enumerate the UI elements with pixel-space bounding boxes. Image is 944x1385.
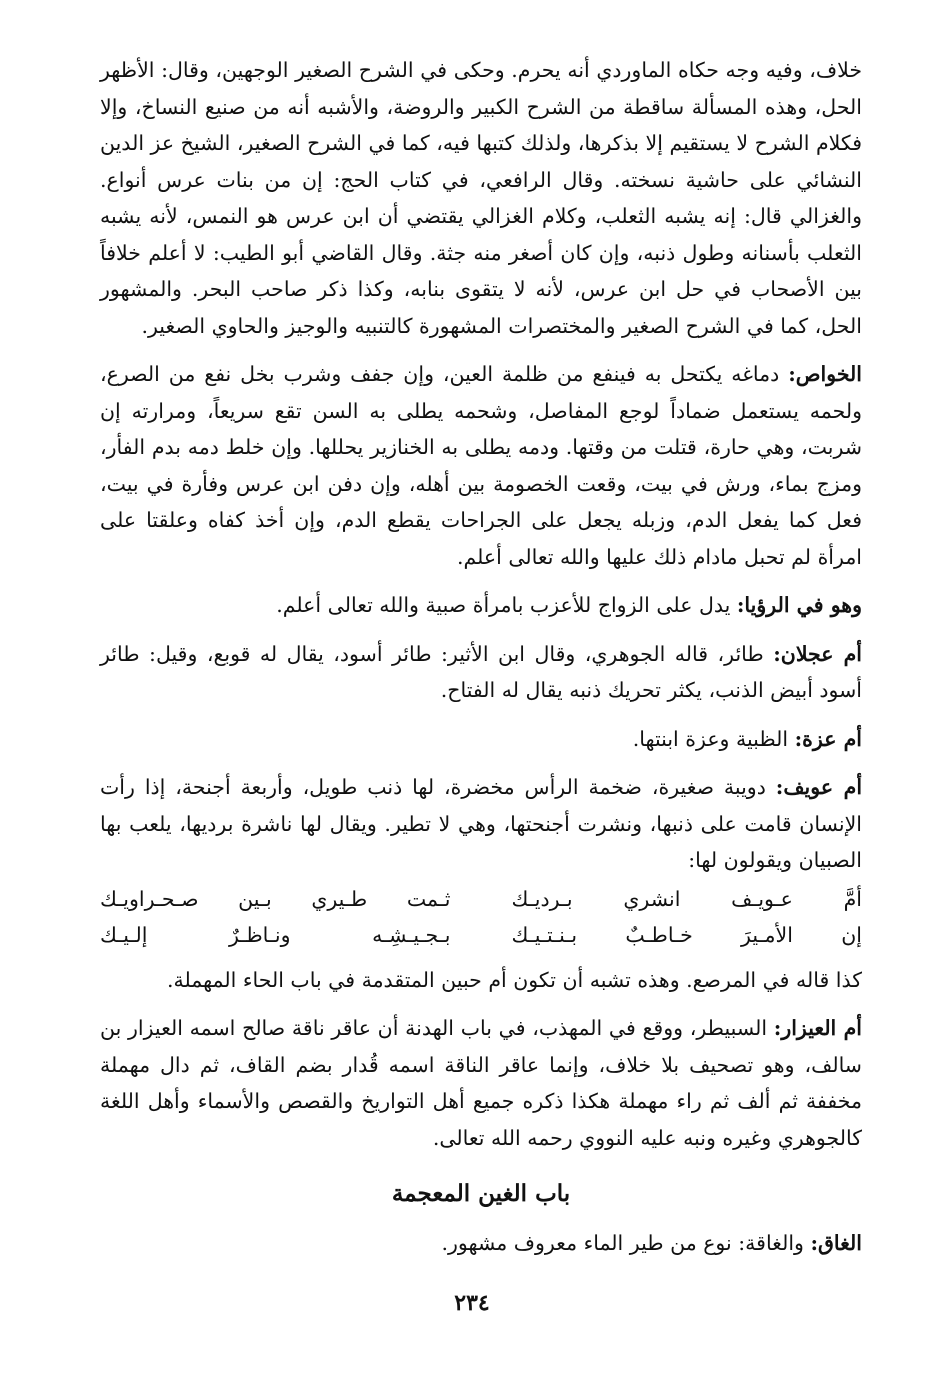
entry-lead: الخواص: <box>788 362 862 386</box>
entry-text: كذا قاله في المرصع. وهذه تشبه أن تكون أم حبين المتقدمة في باب الحاء المهملة. <box>166 967 862 992</box>
entry-text: السبيطر، ووقع في المهذب، في باب الهدنة أن عاقر ناقة صالح اسمه العيزار بن سالف، وهو تصحيف بلا خلاف، وإنما عاقر الناقة اسمه قُدار بضم القاف، ثم دال مهملة مخففة ثم ألف ثم راء مهملة هكذا ذكره جميع أهل التواريخ والقصص والأسماء وأهل اللغة كالجوهري وغيره ونبه عليه النووي رحمه الله تعالى. <box>100 1016 862 1150</box>
paragraph-ghaq <box>100 1225 862 1262</box>
entry-text: طائر، قاله الجوهري، وقال ابن الأثير: طائر أسود، يقال له قوبع، وقيل: طائر أسود أبيض الذنب، يكثر تحريك ذنبه يقال له الفتاح. <box>100 641 862 702</box>
paragraph-umm-uwayf <box>100 769 862 879</box>
entry-lead: أم العيزار: <box>773 1016 862 1040</box>
verse-first-hemistich: إن الأمـيرَ خـاطـبٌ بـنـتـيـك <box>511 923 862 947</box>
paragraph-umm-azza <box>100 721 862 758</box>
entry-text: يدل على الزواج للأعزب بامرأة صبية والله تعالى أعلم. <box>276 593 737 617</box>
page-number: ٢٣٤ <box>454 1290 490 1316</box>
verse-first-hemistich: أمَّ عـويـف انشري بـرديـك <box>511 886 862 911</box>
entry-text: الظبية وعزة ابنتها. <box>632 726 795 751</box>
entry-text: دماغه يكتحل به فينفع من ظلمة العين، وإن جفف وشرب بخل نفع من الصرع، ولحمه يستعمل ضماداً لوجع المفاصل، وشحمه يطلى به السن تقع سريعاً، ومرارته إن شربت، وهي حارة، قتلت من وقتها. ودمه يطلى به الخنازير يحللها. وإن خلط دمه بدم الفأر، ومزج بماء، ورش في بيت، وقعت الخصومة بين أهله، وإن دفن ابن عرس وفأرة في بيت، فعل كما يفعل الدم، وزبله يجعل على الجراحات يقطع الدم، وإن أخذ كفاه وعلقتا على امرأة لم تحبل مادام ذلك عليها والله تعالى أعلم. <box>100 362 862 569</box>
paragraph-ibn-urs-ruling <box>100 52 862 344</box>
paragraph-dream <box>100 587 862 624</box>
poem <box>100 881 862 954</box>
entry-text: دويبة صغيرة، ضخمة الرأس مخضرة، لها ذنب طويل، وأربعة أجنحة، إذا رأت الإنسان قامت على ذنبها، ونشرت أجنحتها، وهي لا تطير. ويقال لها ناشرة برديها، يلعب بها الصبيان ويقولون لها: <box>100 775 862 872</box>
entry-lead: الغاق: <box>810 1231 862 1255</box>
entry-lead: أم عويف: <box>775 775 863 799</box>
paragraph-umm-ajlan <box>100 636 862 709</box>
paragraph-murassa <box>100 962 862 999</box>
entry-text: والغاقة: نوع من طير الماء معروف مشهور. <box>441 1231 811 1255</box>
entry-lead: وهو في الرؤيا: <box>736 593 862 617</box>
entry-lead: أم عزة: <box>794 726 862 751</box>
paragraph-umm-al-ayzar <box>100 1010 862 1156</box>
entry-lead: أم عجلان: <box>773 641 862 666</box>
poem-verse <box>100 881 862 918</box>
section-heading: باب الغين المعجمة <box>391 1180 571 1207</box>
verse-second-hemistich: ثـمت طـيري بـين صـحـراويـك <box>100 886 451 911</box>
poem-verse <box>100 917 862 954</box>
verse-second-hemistich: بـجـيـشِـه ونـاظـرٌ إلـيـك <box>100 923 451 947</box>
paragraph-properties <box>100 356 862 575</box>
entry-text: خلاف، وفيه وجه حكاه الماوردي أنه يحرم. وحكى في الشرح الصغير الوجهين، وقال: الأظهر الحل، وهذه المسألة ساقطة من الشرح الكبير والروضة، والأشبه أنه من صنيع النساخ، وإلا فكلام الشرح لا يستقيم إلا بذكرها، ولذلك كتبها فيه، كما في الشرح الصغير، الشيخ عز الدين النشائي على حاشية نسخته. وقال الرافعي، في كتاب الحج: إن من بنات عرس أنواع. والغزالي قال: إنه يشبه الثعلب، وكلام الغزالي يقتضي أن ابن عرس هو النمس، لأنه يشبه الثعلب بأسنانه وطول ذنبه، وإن كان أصغر منه جثة. وقال القاضي أبو الطيب: لا أعلم خلافاً بين الأصحاب في حل ابن عرس، لأنه لا يتقوى بنابه، وكذا ذكر صاحب البحر. والمشهور الحل، كما في الشرح الصغير والمختصرات المشهورة كالتنبيه والوجيز والحاوي الصغير. <box>100 58 862 338</box>
